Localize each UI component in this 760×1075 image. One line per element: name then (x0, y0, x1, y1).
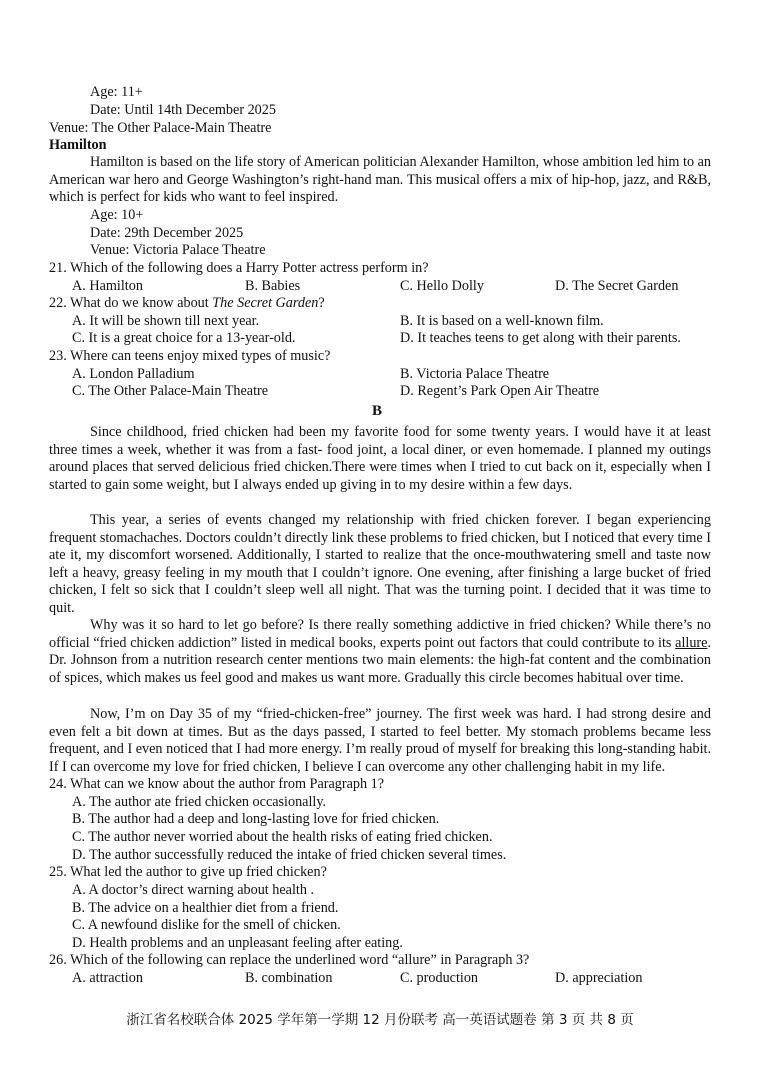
page-footer: 浙江省名校联合体 2025 学年第一学期 12 月份联考 高一英语试题卷 第 3 页 共 8 页 (126, 1012, 634, 1028)
question-26-stem: 26. Which of the following can replace the underlined word “allure” in Paragraph 3? (49, 952, 530, 968)
question-23-stem: 23. Where can teens enjoy mixed types of music? (49, 348, 331, 364)
question-23-option-a: A. London Palladium (72, 366, 195, 382)
question-26-option-d: D. appreciation (555, 970, 643, 986)
hamilton-description: Hamilton is based on the life story of American politician Alexander Hamilton, whose ambition led him to an American war hero and George Washington’s right-hand man. This musical offers a mix of hip-hop, jazz, and R&B, which is perfect for kids who want to feel inspired. (49, 154, 711, 206)
question-22-option-c: C. It is a great choice for a 13-year-old. (72, 330, 296, 346)
question-24-option-c: C. The author never worried about the health risks of eating fried chicken. (72, 829, 493, 845)
question-21-option-c: C. Hello Dolly (400, 278, 484, 294)
prev-show-age: Age: 11+ (90, 84, 143, 100)
hamilton-venue: Venue: Victoria Palace Theatre (90, 242, 266, 258)
question-22-option-d: D. It teaches teens to get along with their parents. (400, 330, 681, 346)
question-21-option-b: B. Babies (245, 278, 301, 294)
question-26-option-c: C. production (400, 970, 479, 986)
question-24-option-d: D. The author successfully reduced the intake of fried chicken several times. (72, 847, 507, 863)
question-21-option-d: D. The Secret Garden (555, 278, 679, 294)
passage-b-paragraph-3: Why was it so hard to let go before? Is there really something addictive in fried chicken? While there’s no official “fried chicken addiction” listed in medical books, experts point out factors that could contribute to its allure. Dr. Johnson from a nutrition research center mentions two main elements: the high-fat content and the combination of spices, which makes us feel good and makes us want more. Gradually this circle becomes habitual over time. (49, 617, 711, 686)
question-25-option-d: D. Health problems and an unpleasant feeling after eating. (72, 935, 403, 951)
hamilton-date: Date: 29th December 2025 (90, 225, 244, 241)
passage-b-paragraph-2: This year, a series of events changed my relationship with fried chicken forever. I began experiencing frequent stomachaches. Doctors couldn’t directly link these problems to fried chicken, but I noticed that every time I ate it, my discomfort worsened. Additionally, I started to realize that the once-mouthwatering smell and taste now left a heavy, greasy feeling in my mouth that I couldn’t ignore. One evening, after finishing a large bucket of fried chicken, I felt so sick that I couldn’t sleep well all night. That was the turning point. I decided that it was time to quit. (49, 512, 712, 616)
question-23-option-c: C. The Other Palace-Main Theatre (72, 383, 269, 399)
underlined-word-allure: allure (675, 634, 708, 651)
question-22-option-a: A. It will be shown till next year. (72, 313, 260, 329)
question-26-option-b: B. combination (245, 970, 333, 986)
question-21-option-a: A. Hamilton (72, 278, 143, 294)
passage-b-paragraph-4: Now, I’m on Day 35 of my “fried-chicken-free” journey. The first week was hard. I had strong desire and even felt a bit down at times. But as the days passed, I started to feel better. My stomach problems became less frequent, and I even noticed that I had more energy. I’m really proud of myself for breaking this long-standing habit. If I can overcome my love for fried chicken, I believe I can overcome any other challenging habit in my life. (49, 706, 711, 775)
question-21-stem: 21. Which of the following does a Harry Potter actress perform in? (49, 260, 429, 276)
passage-b-paragraph-1: Since childhood, fried chicken had been my favorite food for some twenty years. I would have it at least three times a week, whether it was from a fast- food joint, a local diner, or even homemade. I planned my outings around places that served delicious fried chicken.There were times when I tried to cut back on it, especially when I started to gain some weight, but I always ended up giving in to my desire within a few days. (49, 424, 711, 493)
question-25-option-b: B. The advice on a healthier diet from a friend. (72, 900, 339, 916)
question-23-option-d: D. Regent’s Park Open Air Theatre (400, 383, 600, 399)
question-24-stem: 24. What can we know about the author from Paragraph 1? (49, 776, 385, 792)
prev-show-venue: Venue: The Other Palace-Main Theatre (49, 120, 272, 136)
question-24-option-a: A. The author ate fried chicken occasionally. (72, 794, 327, 810)
question-22-option-b: B. It is based on a well-known film. (400, 313, 604, 329)
question-23-option-b: B. Victoria Palace Theatre (400, 366, 550, 382)
hamilton-title: Hamilton (49, 137, 107, 153)
question-24-option-b: B. The author had a deep and long-lasting love for fried chicken. (72, 811, 440, 827)
question-22-stem: 22. What do we know about The Secret Garden? (49, 295, 325, 311)
prev-show-date: Date: Until 14th December 2025 (90, 102, 276, 118)
question-25-stem: 25. What led the author to give up fried chicken? (49, 864, 327, 880)
question-25-option-c: C. A newfound dislike for the smell of chicken. (72, 917, 341, 933)
question-26-option-a: A. attraction (72, 970, 143, 986)
section-b-heading: B (372, 403, 383, 419)
question-25-option-a: A. A doctor’s direct warning about health . (72, 882, 315, 898)
hamilton-age: Age: 10+ (90, 207, 144, 223)
